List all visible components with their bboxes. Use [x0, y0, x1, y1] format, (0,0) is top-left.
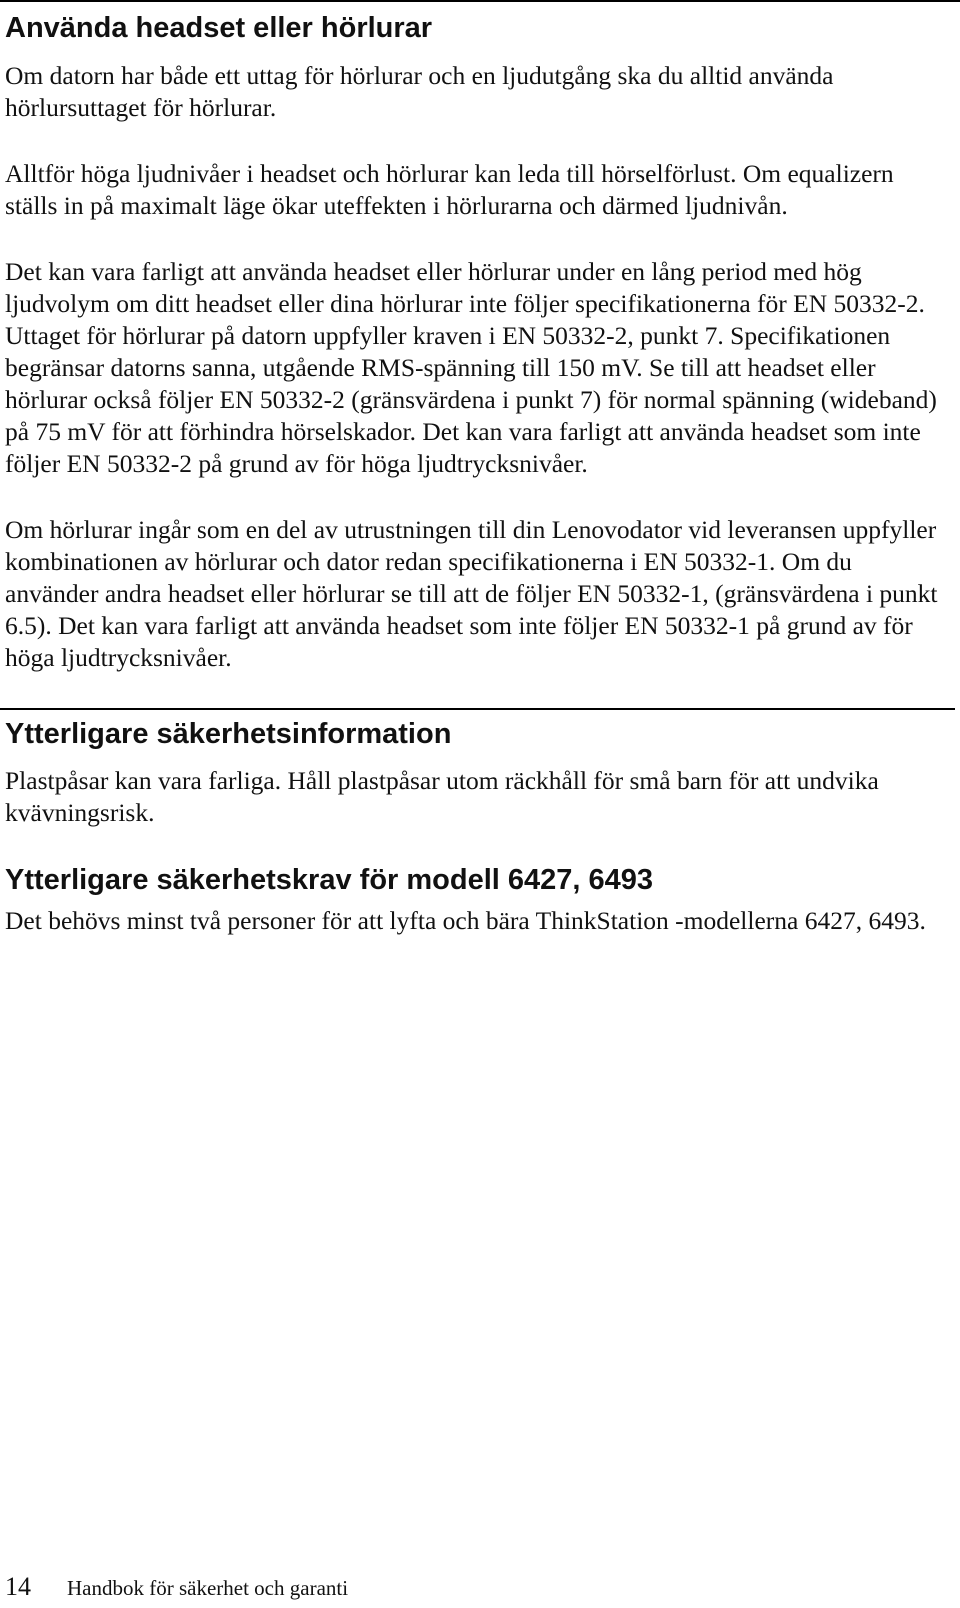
document-page	[5, 0, 950, 937]
page-footer	[5, 1572, 348, 1602]
section-divider	[0, 708, 955, 710]
section-title-model-requirements: Ytterligare säkerhetskrav för modell 6427, 6493	[5, 864, 654, 896]
paragraph-headset-jack: Om datorn har både ett uttag för hörlurar och en ljudutgång ska du alltid använda hörlursuttaget för hörlurar.	[5, 61, 834, 122]
section-title-headset: Använda headset eller hörlurar	[5, 12, 433, 44]
section-model-requirements	[5, 863, 950, 937]
paragraph-lifting: Det behövs minst två personer för att lyfta och bära ThinkStation -modellerna 6427, 6493.	[5, 906, 926, 935]
paragraph-plastic-bags: Plastpåsar kan vara farliga. Håll plastpåsar utom räckhåll för små barn för att undvika kvävningsrisk.	[5, 766, 879, 827]
paragraph-en50332-1: Om hörlurar ingår som en del av utrustningen till din Lenovodator vid leveransen uppfyller kombinationen av hörlurar och dator redan specifikationerna i EN 50332-1. Om du använder andra headset eller hörlurar se till att de följer EN 50332-1, (gränsvärdena i punkt 6.5). Det kan vara farligt att använda headset som inte följer EN 50332-1 på grund av för höga ljudtrycksnivåer.	[5, 515, 938, 672]
section-title-additional-safety: Ytterligare säkerhetsinformation	[5, 718, 452, 750]
paragraph-en50332-2: Det kan vara farligt att använda headset eller hörlurar under en lång period med hög ljudvolym om ditt headset eller dina hörlurar inte följer specifikationerna för EN 50332-2. Uttaget för hörlurar på datorn uppfyller kraven i EN 50332-2, punkt 7. Specifikationen begränsar datorns sanna, utgående RMS-spänning till 150 mV. Se till att headset eller hörlurar också följer EN 50332-2 (gränsvärdena i punkt 7) för normal spänning (wideband) på 75 mV för att förhindra hörselskador. Det kan vara farligt att använda headset som inte följer EN 50332-2 på grund av för höga ljudtrycksnivåer.	[5, 257, 937, 478]
page-number: 14	[5, 1572, 31, 1601]
book-title: Handbok för säkerhet och garanti	[67, 1576, 349, 1600]
paragraph-hearing-loss: Alltför höga ljudnivåer i headset och hörlurar kan leda till hörselförlust. Om equalizern ställs in på maximalt läge ökar uteffekten i hörlurarna och därmed ljudnivån.	[5, 159, 894, 220]
section-headset	[5, 0, 950, 674]
section-additional-safety	[5, 717, 950, 829]
